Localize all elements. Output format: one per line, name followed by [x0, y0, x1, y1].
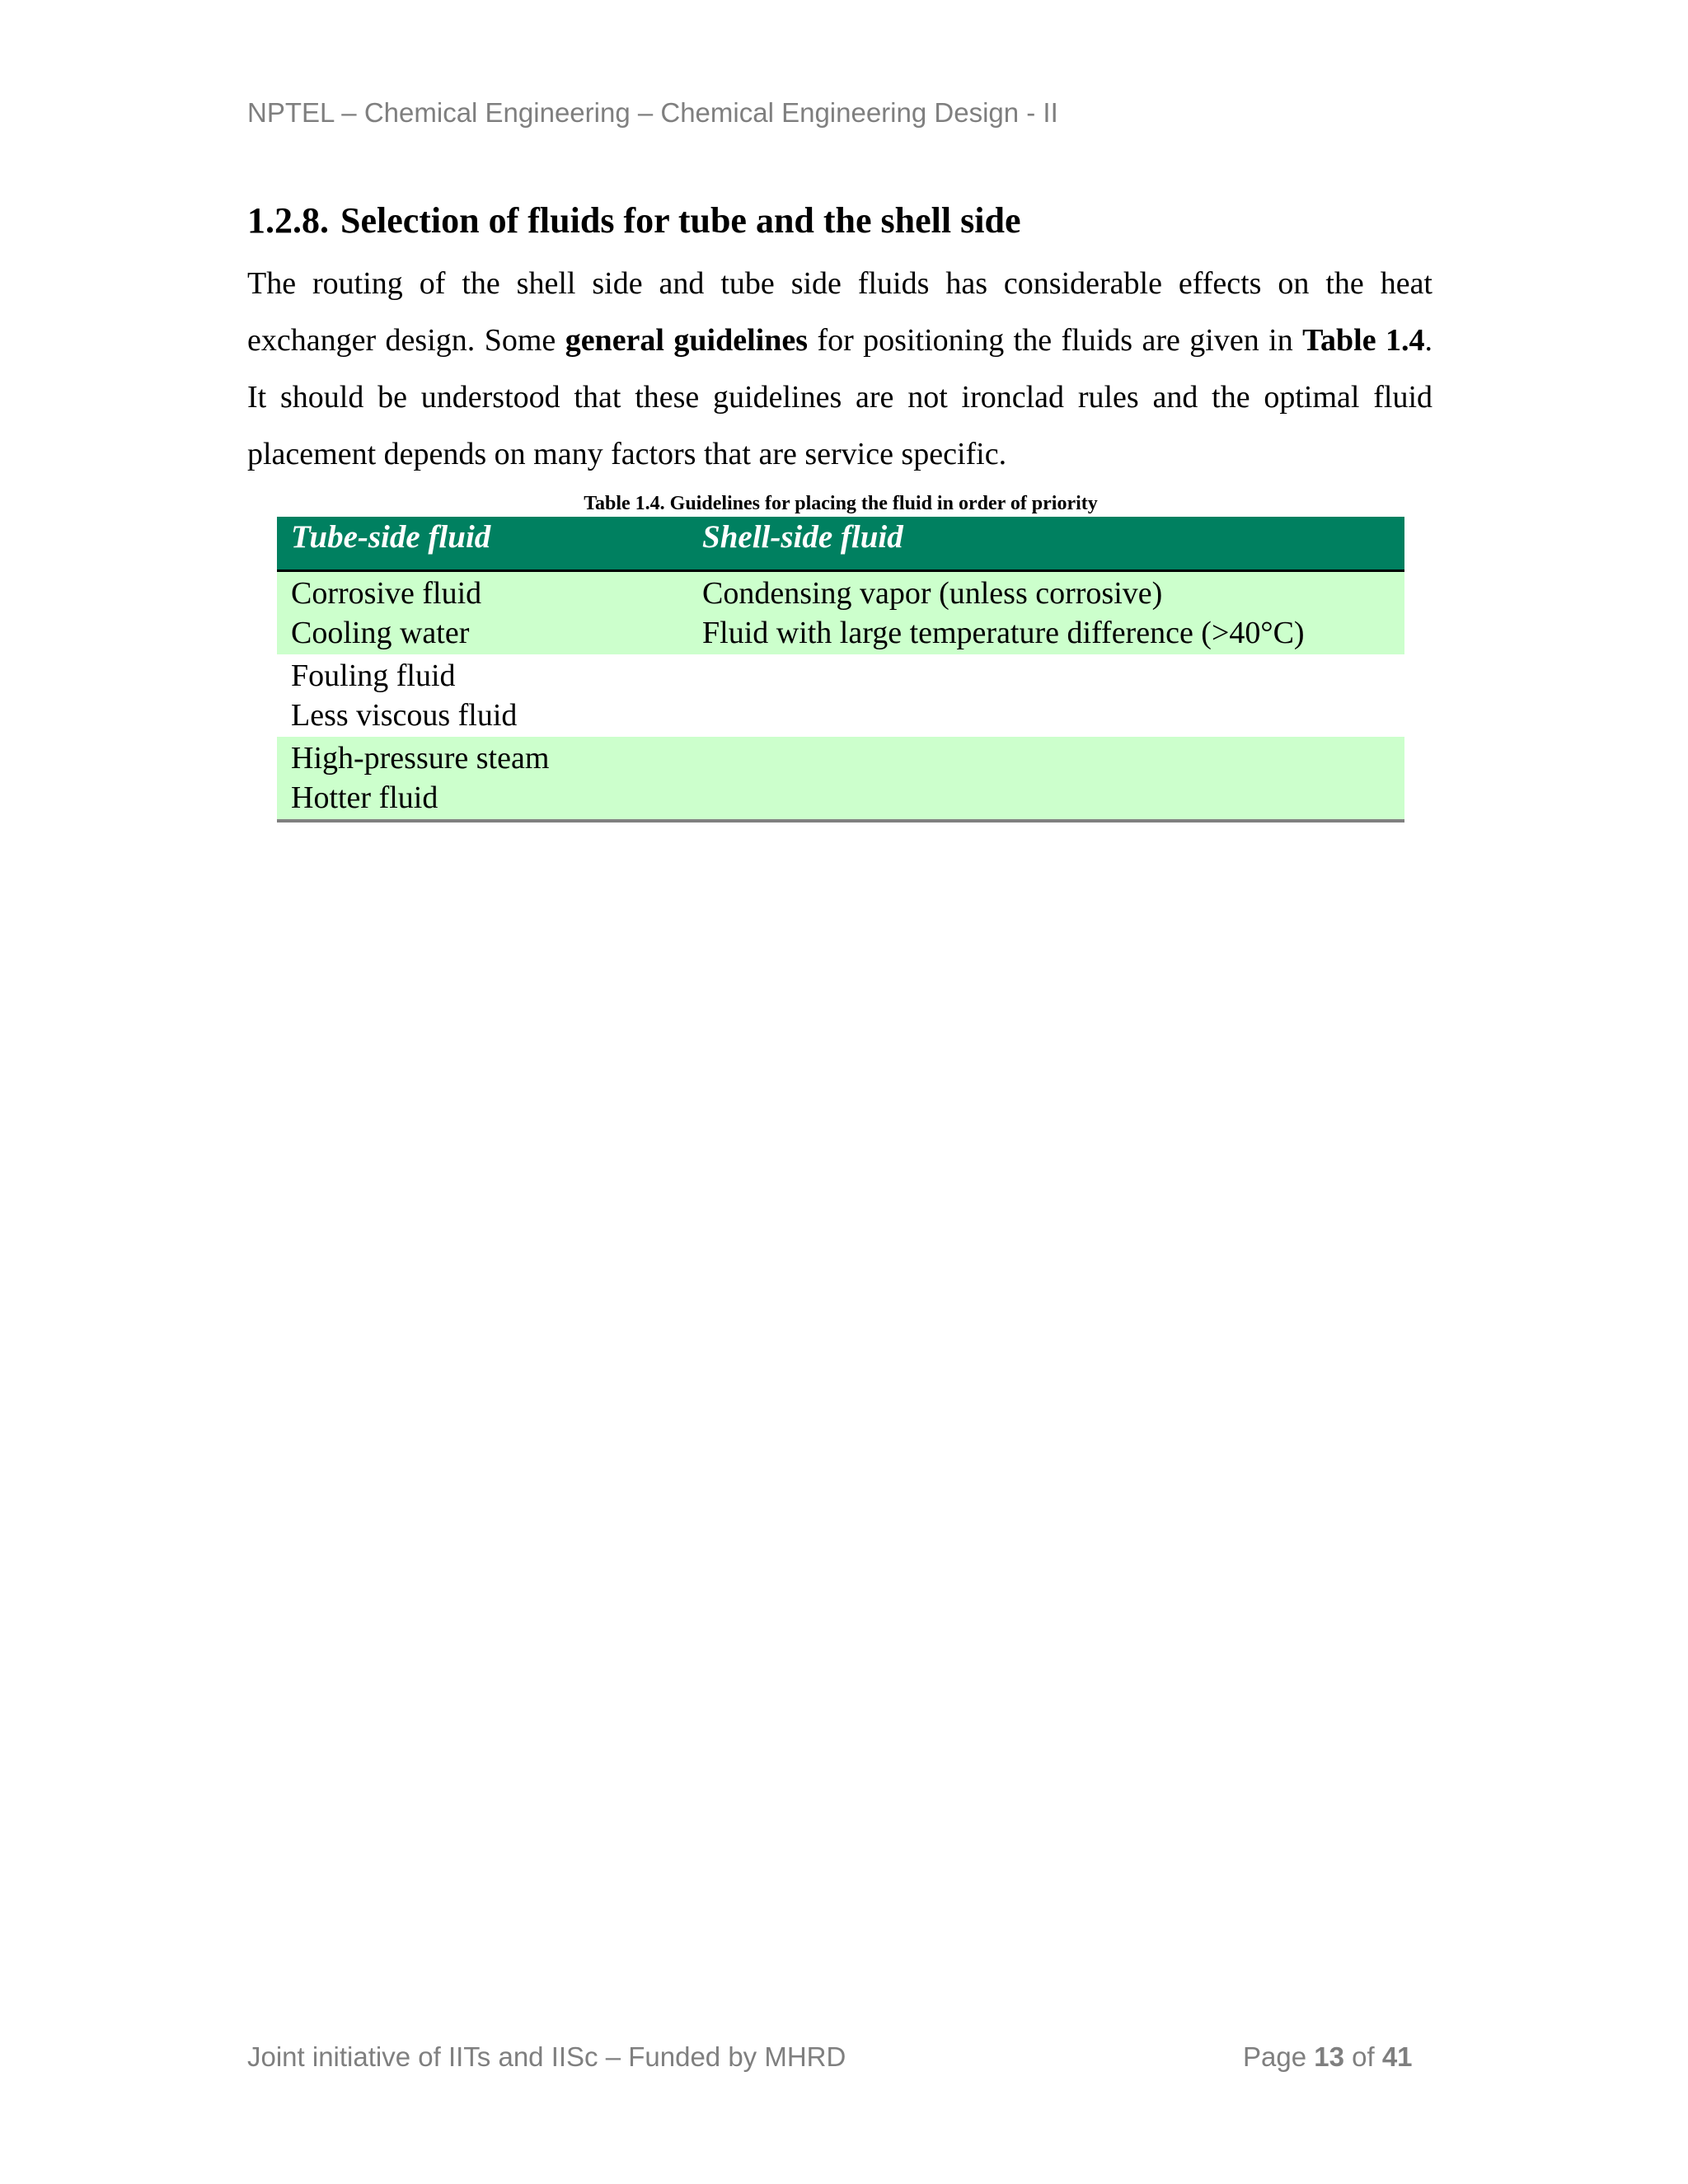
- table-cell: [702, 778, 1404, 818]
- table-row: [277, 656, 1404, 696]
- table-row: [277, 696, 1404, 735]
- section-title: Selection of fluids for tube and the shell side: [340, 200, 1021, 241]
- section-heading: [247, 199, 1020, 241]
- running-header: NPTEL – Chemical Engineering – Chemical Engineering Design - II: [247, 97, 1058, 128]
- paragraph-text: The routing of the shell side and tube side fluids has considerable effects on the heat exchanger design. Some: [247, 266, 1432, 358]
- table-cell: [702, 738, 1404, 778]
- table-row: [277, 778, 1404, 818]
- table-band: [277, 572, 1404, 654]
- page-number: [1243, 2041, 1413, 2073]
- table-reference: Table 1.4: [1302, 323, 1425, 358]
- table-row: [277, 574, 1404, 613]
- table-caption: Table 1.4. Guidelines for placing the fluid in order of priority: [584, 493, 1098, 514]
- footer-credit: Joint initiative of IITs and IISc – Funded by MHRD: [247, 2041, 846, 2072]
- guidelines-table: [277, 517, 1404, 823]
- body-paragraph: [247, 255, 1432, 483]
- table-cell: [702, 656, 1404, 696]
- header-shell-side: Shell-side fluid: [702, 519, 903, 555]
- table-cell: High-pressure steam: [291, 741, 550, 776]
- table-row: [277, 613, 1404, 653]
- header-tube-side: Tube-side fluid: [291, 519, 491, 555]
- table-cell: Hotter fluid: [291, 780, 438, 815]
- table-cell: Cooling water: [291, 616, 470, 650]
- table-cell: Corrosive fluid: [291, 576, 482, 611]
- table-header-row: [277, 517, 1404, 572]
- page-of-label: of: [1343, 2041, 1382, 2072]
- table-cell: Fouling fluid: [291, 658, 456, 693]
- table-band: [277, 737, 1404, 819]
- current-page: 13: [1314, 2041, 1344, 2072]
- paragraph-text: for positioning the fluids are given in: [808, 323, 1303, 358]
- table-cell: Condensing vapor (unless corrosive): [702, 576, 1163, 611]
- total-pages: 41: [1381, 2041, 1413, 2072]
- section-number: 1.2.8.: [247, 200, 329, 241]
- paragraph-text: . It should be understood that these guidelines are not ironclad rules and the optimal fluid placement depends on many factors that are service specific.: [247, 323, 1433, 471]
- table-row: [277, 738, 1404, 778]
- table-cell: [702, 696, 1404, 735]
- page-label: Page: [1243, 2041, 1315, 2072]
- table-band: [277, 654, 1404, 737]
- paragraph-bold-text: general guidelines: [565, 323, 809, 358]
- table-cell: Less viscous fluid: [291, 698, 518, 733]
- table-cell: Fluid with large temperature difference (>40°C): [702, 616, 1305, 650]
